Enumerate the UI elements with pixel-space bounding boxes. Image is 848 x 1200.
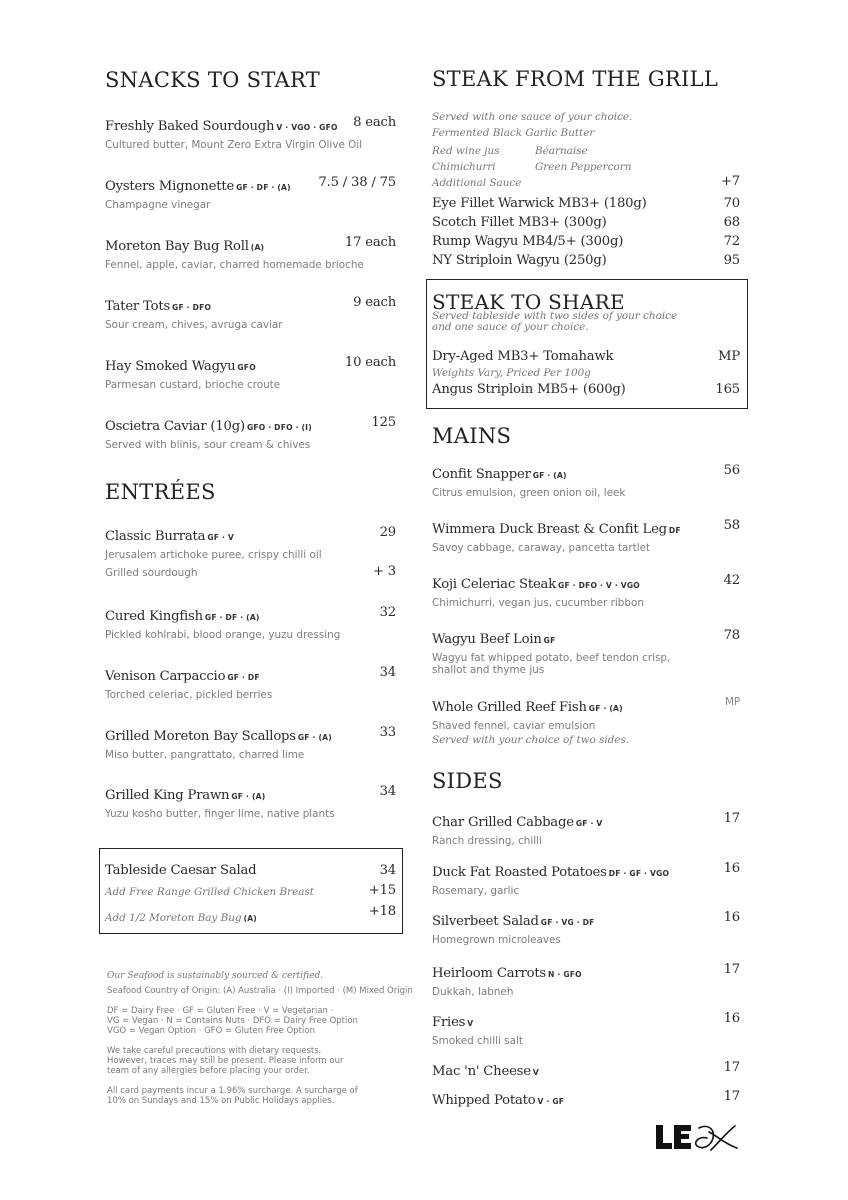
dietary-key-3: VGO = Vegan Option · GFO = Gluten Free Option [107, 1026, 315, 1036]
item-name: Duck Fat Roasted Potatoes [432, 865, 607, 880]
dietary-tags: DF [668, 526, 681, 535]
item-price: 17 [723, 962, 740, 977]
item-price: 56 [723, 463, 740, 478]
caesar-price: 34 [379, 863, 396, 878]
item-desc: Citrus emulsion, green onion oil, leek [432, 487, 626, 499]
item-price: 34 [379, 665, 396, 680]
item-name: Freshly Baked Sourdough [105, 119, 275, 134]
steak-item: Rump Wagyu MB4/5+ (300g) [432, 234, 624, 249]
item-desc: Fennel, apple, caviar, charred homemade brioche [105, 259, 364, 271]
dietary-tags: GF · DFO [172, 303, 212, 312]
steak-share-intro-1: Served tableside with two sides of your choice [432, 310, 678, 322]
entrees-title: ENTRÉES [105, 480, 216, 504]
item-desc: Chimichurri, vegan jus, cucumber ribbon [432, 597, 644, 609]
steak-price: 95 [723, 253, 740, 268]
item-name: Hay Smoked Wagyu [105, 359, 236, 374]
dietary-tags: (A) [250, 243, 265, 252]
lex-logo [655, 1122, 745, 1152]
item-name: Grilled Moreton Bay Scallops [105, 729, 296, 744]
caesar-add-chicken: Add Free Range Grilled Chicken Breast [105, 886, 314, 898]
caesar-name: Tableside Caesar Salad [105, 863, 257, 878]
item-name: Char Grilled Cabbage [432, 815, 574, 830]
item-desc: Rosemary, garlic [432, 885, 520, 897]
steak-grill-butter: Fermented Black Garlic Butter [432, 127, 595, 139]
dietary-tags: GFO · DFO · (I) [246, 423, 312, 432]
item-desc: Sour cream, chives, avruga caviar [105, 319, 283, 331]
item-price: 17 each [344, 235, 396, 250]
steak-price: 68 [723, 215, 740, 230]
item-name: Classic Burrata [105, 529, 206, 544]
item-desc: Savoy cabbage, caraway, pancetta tartlet [432, 542, 651, 554]
steak-price: 70 [723, 196, 740, 211]
item-price: 9 each [353, 295, 396, 310]
item-price: 58 [723, 518, 740, 533]
item-desc: Ranch dressing, chilli [432, 835, 542, 847]
allergy-note-1: We take careful precautions with dietary requests. [107, 1046, 322, 1056]
mains-title: MAINS [432, 424, 512, 448]
item-price: 16 [723, 1011, 740, 1026]
item-name: Wagyu Beef Loin [432, 632, 542, 647]
item-desc: Dukkah, labneh [432, 986, 514, 998]
steak-item: Scotch Fillet MB3+ (300g) [432, 215, 607, 230]
item-desc: Smoked chilli salt [432, 1035, 523, 1047]
menu-item [105, 665, 272, 701]
item-name: Cured Kingfish [105, 609, 203, 624]
dietary-tags: N · GFO [548, 970, 582, 979]
item-extra: Grilled sourdough [105, 567, 198, 579]
item-desc: Champagne vinegar [105, 199, 211, 211]
dietary-tags: V · GF [537, 1097, 565, 1106]
dietary-tags: GF · VG · DF [540, 918, 595, 927]
item-price: 10 each [344, 355, 396, 370]
dietary-tags: DF · GF · VGO [608, 869, 670, 878]
menu-item [432, 1011, 523, 1047]
seafood-note: Our Seafood is sustainably sourced & certified. [107, 971, 324, 981]
caesar-add-bug: Add 1/2 Moreton Bay Bug (A) [105, 912, 257, 924]
item-desc: Homegrown microleaves [432, 934, 561, 946]
dietary-tags: GF [543, 636, 556, 645]
sauce-bearnaise: Béarnaise [535, 145, 588, 157]
item-price: 29 [379, 525, 396, 540]
item-price: 16 [723, 910, 740, 925]
additional-sauce-price: +7 [720, 174, 740, 189]
surcharge-note-1: All card payments incur a 1.96% surcharge. A surcharge of [107, 1086, 358, 1096]
menu-item [105, 355, 280, 391]
caesar-add-chicken-price: +15 [368, 883, 396, 898]
menu-item [432, 696, 629, 746]
item-price: 8 each [353, 115, 396, 130]
item-name: Venison Carpaccio [105, 669, 226, 684]
item-name: Koji Celeriac Steak [432, 577, 557, 592]
item-name: Fries [432, 1015, 466, 1030]
item-name: Confit Snapper [432, 467, 531, 482]
menu-item [432, 463, 625, 499]
item-desc: Shaved fennel, caviar emulsion [432, 720, 596, 732]
item-name: Wimmera Duck Breast & Confit Leg [432, 522, 667, 537]
extra-price: + 3 [372, 564, 396, 579]
item-name: Mac 'n' Cheese [432, 1064, 531, 1079]
item-name: Oysters Mignonette [105, 179, 235, 194]
item-name: Oscietra Caviar (10g) [105, 419, 245, 434]
menu-item [105, 725, 332, 761]
menu-item [432, 910, 595, 946]
item-desc: Pickled kohlrabi, blood orange, yuzu dressing [105, 629, 341, 641]
item-desc-2: shallot and thyme jus [432, 664, 545, 676]
dietary-tags: V · VGO · GFO [276, 123, 338, 132]
menu-item [105, 115, 362, 151]
item-desc: Yuzu kosho butter, finger lime, native plants [105, 808, 335, 820]
striploin-name: Angus Striploin MB5+ (600g) [432, 382, 626, 397]
dietary-tags: GF · V [575, 819, 603, 828]
menu-item [432, 861, 669, 897]
menu-item [432, 1089, 564, 1108]
steak-item: NY Striploin Wagyu (250g) [432, 253, 607, 268]
dietary-tags: GFO [237, 363, 256, 372]
item-name: Moreton Bay Bug Roll [105, 239, 249, 254]
item-desc: Parmesan custard, brioche croute [105, 379, 281, 391]
item-price: 17 [723, 811, 740, 826]
item-price: 125 [371, 415, 396, 430]
menu-item [432, 811, 603, 847]
item-desc: Wagyu fat whipped potato, beef tendon crisp, [432, 652, 671, 664]
item-name: Whipped Potato [432, 1093, 536, 1108]
item-price: 34 [379, 784, 396, 799]
item-price: 33 [379, 725, 396, 740]
steak-grill-title: STEAK FROM THE GRILL [432, 67, 719, 91]
item-price: MP [725, 696, 740, 708]
steak-share-title: STEAK TO SHARE [432, 290, 625, 314]
menu-item [105, 525, 322, 579]
dietary-tags: GF · DF · (A) [204, 613, 260, 622]
item-price: 7.5 / 38 / 75 [318, 175, 396, 190]
item-price: 78 [723, 628, 740, 643]
menu-item [105, 235, 364, 271]
menu-item [105, 175, 291, 211]
item-name: Grilled King Prawn [105, 788, 230, 803]
menu-item [432, 1060, 539, 1079]
menu-item [105, 784, 335, 820]
menu-item [432, 518, 681, 554]
menu-item [105, 415, 312, 451]
dietary-tags: GF · (A) [297, 733, 332, 742]
dietary-tags: V [532, 1068, 539, 1077]
dietary-tags: GF · (A) [588, 704, 623, 713]
caesar-add-bug-price: +18 [368, 904, 396, 919]
item-desc: Cultured butter, Mount Zero Extra Virgin Olive Oil [105, 139, 363, 151]
steak-price: 72 [723, 234, 740, 249]
item-desc: Jerusalem artichoke puree, crispy chilli oil [105, 549, 322, 561]
dietary-tags: GF · DFO · V · VGO [558, 581, 640, 590]
dietary-tags: GF · (A) [231, 792, 266, 801]
item-price: 42 [723, 573, 740, 588]
item-price: 17 [723, 1060, 740, 1075]
steak-grill-intro: Served with one sauce of your choice. [432, 111, 633, 123]
item-desc: Miso butter, pangrattato, charred lime [105, 749, 305, 761]
surcharge-note-2: 10% on Sundays and 15% on Public Holidays applies. [107, 1096, 335, 1106]
steak-share-intro-2: and one sauce of your choice. [432, 321, 589, 333]
item-name: Silverbeet Salad [432, 914, 539, 929]
item-desc: Torched celeriac, pickled berries [105, 689, 273, 701]
dietary-tags: GF · (A) [532, 471, 567, 480]
item-price: 32 [379, 605, 396, 620]
allergy-note-3: team of any allergies before placing your order. [107, 1066, 310, 1076]
sauce-green-peppercorn: Green Peppercorn [535, 161, 632, 173]
dietary-tags: GF · DF · (A) [236, 183, 291, 192]
striploin-price: 165 [715, 382, 740, 397]
menu-item [432, 628, 670, 676]
origin-note: Seafood Country of Origin: (A) Australia · (I) Imported · (M) Mixed Origin [107, 986, 413, 996]
item-name: Tater Tots [105, 299, 171, 314]
tomahawk-name: Dry-Aged MB3+ Tomahawk [432, 349, 614, 364]
dietary-key-2: VG = Vegan · N = Contains Nuts · DFO = Dairy Free Option [107, 1016, 358, 1026]
snacks-title: SNACKS TO START [105, 68, 321, 92]
tomahawk-price: MP [718, 349, 740, 364]
item-price: 17 [723, 1089, 740, 1104]
dietary-tags: V [467, 1019, 474, 1028]
dietary-tags: GF · DF [227, 673, 260, 682]
dietary-tags: GF · V [207, 533, 234, 542]
item-name: Heirloom Carrots [432, 966, 546, 981]
menu-item [432, 962, 582, 998]
steak-item: Eye Fillet Warwick MB3+ (180g) [432, 196, 647, 211]
tomahawk-note: Weights Vary, Priced Per 100g [432, 367, 591, 379]
sauce-chimichurri: Chimichurri [432, 161, 496, 173]
item-name: Whole Grilled Reef Fish [432, 700, 587, 715]
item-price: 16 [723, 861, 740, 876]
allergy-note-2: However, traces may still be present. Please inform our [107, 1056, 344, 1066]
menu-item [105, 605, 340, 641]
item-desc: Served with blinis, sour cream & chives [105, 439, 311, 451]
dietary-key-1: DF = Dairy Free · GF = Gluten Free · V = Vegetarian · [107, 1006, 334, 1016]
menu-item [105, 295, 283, 331]
sauce-red-wine-jus: Red wine jus [432, 145, 500, 157]
sides-title: SIDES [432, 769, 503, 793]
additional-sauce: Additional Sauce [432, 177, 522, 189]
menu-item [432, 573, 644, 609]
item-note: Served with your choice of two sides. [432, 734, 630, 746]
